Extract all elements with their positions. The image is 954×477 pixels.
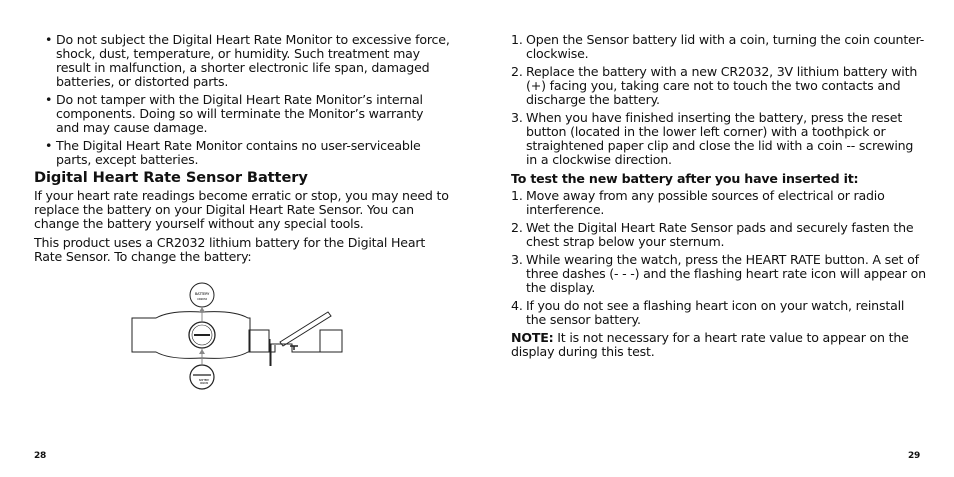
note-paragraph <box>511 331 921 359</box>
lid-label: BATTERY <box>199 379 209 382</box>
step-text: Wet the Digital Heart Rate Sensor pads and securely fasten the chest strap below your sternum. <box>526 220 914 249</box>
step-text: Replace the battery with a new CR2032, 3V lithium battery with (+) facing you, taking care not to touch the two contacts and discharge the battery. <box>526 64 918 107</box>
list-item-text: Do not subject the Digital Heart Rate Monitor to excessive force, shock, dust, temperature, or humidity. Such treatment may result in malfunction, a shorter electronic life span, damaged batteries, or distorted parts. <box>56 32 450 89</box>
step-text: While wearing the watch, press the HEART RATE button. A set of three dashes (- - -) and the flashing heart rate icon will appear on the display. <box>526 252 926 295</box>
step-text: If you do not see a flashing heart icon on your watch, reinstall the sensor battery. <box>526 298 905 327</box>
step-text: Move away from any possible sources of electrical or radio interference. <box>526 188 885 217</box>
lid-label: CR2032 <box>197 297 207 301</box>
step-number: 1. <box>511 32 523 47</box>
step-number: 2. <box>511 64 523 79</box>
page-number: 29 <box>908 451 921 461</box>
list-item <box>511 111 926 167</box>
note-text: It is not necessary for a heart rate value to appear on the display during this test. <box>511 330 909 359</box>
step-text: Open the Sensor battery lid with a coin, turning the coin counter-clockwise. <box>526 32 925 61</box>
bullet-icon: • <box>45 138 53 153</box>
list-item <box>511 253 926 295</box>
step-number: 2. <box>511 220 523 235</box>
list-item <box>511 33 926 61</box>
lid-label: BATTERY <box>194 292 210 296</box>
test-heading: To test the new battery after you have inserted it: <box>511 171 859 186</box>
lid-label: CR2032 <box>199 382 209 385</box>
step-number: 3. <box>511 252 523 267</box>
step-number: 1. <box>511 188 523 203</box>
test-steps-list <box>511 189 926 331</box>
bullet-icon: • <box>45 32 53 47</box>
bullet-icon: • <box>45 92 53 107</box>
note-label: NOTE: <box>511 330 554 345</box>
step-number: 4. <box>511 298 523 313</box>
battery-steps-list <box>511 33 926 171</box>
page-number: 28 <box>34 451 47 461</box>
battery-type-paragraph: This product uses a CR2032 lithium battery for the Digital Heart Rate Sensor. To change the battery: <box>34 235 426 264</box>
list-item-text: The Digital Heart Rate Monitor contains no user-serviceable parts, except batteries. <box>56 138 421 167</box>
list-item <box>511 221 926 249</box>
section-heading: Digital Heart Rate Sensor Battery <box>34 169 308 186</box>
step-number: 3. <box>511 110 523 125</box>
step-text: When you have finished inserting the battery, press the reset button (located in the lower left corner) with a toothpick or straightened paper clip and close the lid with a coin -- screwing in a clockwise direction. <box>526 110 914 167</box>
list-item <box>511 299 926 327</box>
list-item <box>511 189 926 217</box>
list-item-text: Do not tamper with the Digital Heart Rate Monitor’s internal components. Doing so will terminate the Monitor’s warranty and may cause damage. <box>56 92 424 135</box>
list-item <box>511 65 926 107</box>
intro-paragraph: If your heart rate readings become erratic or stop, you may need to replace the battery on your Digital Heart Rate Sensor. You can change the battery yourself without any special tools. <box>34 188 449 231</box>
